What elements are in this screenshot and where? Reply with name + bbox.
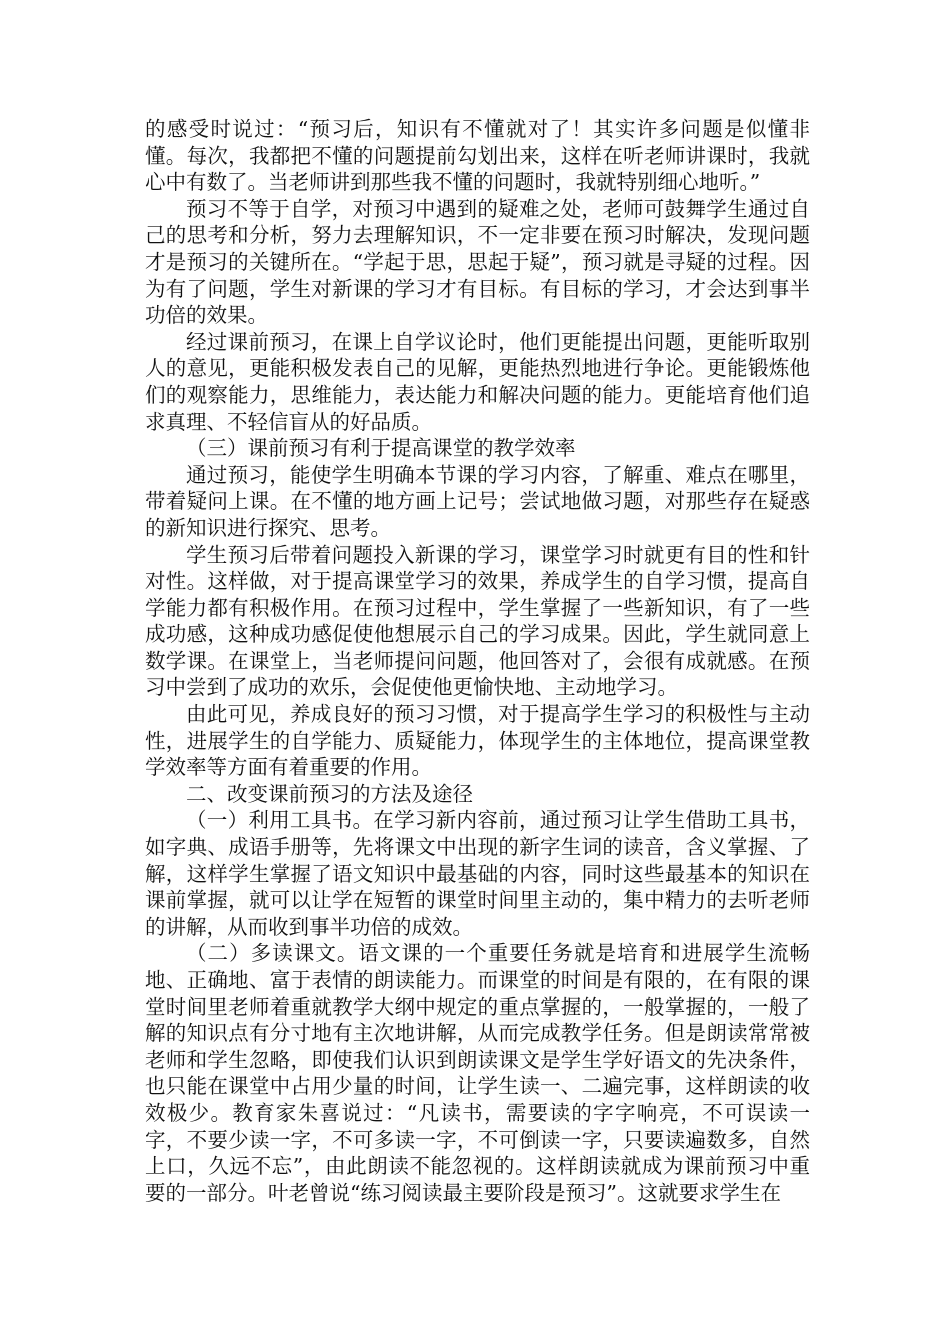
paragraph: 经过课前预习，在课上自学议论时，他们更能提出问题，更能听取别人的意见，更能积极发表自己的见解，更能热烈地进行争论。更能锻炼他们的观察能力，思维能力，表达能力和解决问题的能力。更能培育他们追求真理、不轻信盲从的好品质。 (145, 329, 810, 434)
paragraph: 通过预习，能使学生明确本节课的学习内容，了解重、难点在哪里，带着疑问上课。在不懂的地方画上记号；尝试地做习题，对那些存在疑惑的新知识进行探究、思考。 (145, 462, 810, 540)
paragraph-continuation: 的感受时说过：“预习后，知识有不懂就对了！其实许多问题是似懂非懂。每次，我都把不懂的问题提前勾划出来，这样在听老师讲课时，我就心中有数了。当老师讲到那些我不懂的问题时，我就特别细心地听。” (145, 117, 810, 195)
section-heading-2: 二、改变课前预习的方法及途径 (186, 781, 473, 806)
section-heading-3: （三）课前预习有利于提高课堂的教学效率 (186, 436, 576, 461)
paragraph: 学生预习后带着问题投入新课的学习，课堂学习时就更有目的性和针对性。这样做，对于提高课堂学习的效果，养成学生的自学习惯，提高自学能力都有积极作用。在预习过程中，学生掌握了一些新知识，有了一些成功感，这种成功感促使他想展示自己的学习成果。因此，学生就同意上数学课。在课堂上，当老师提问问题，他回答对了，会很有成就感。在预习中尝到了成功的欢乐，会促使他更愉快地、主动地学习。 (145, 542, 810, 700)
document-page (145, 116, 810, 1206)
paragraph: （二）多读课文。语文课的一个重要任务就是培育和进展学生流畅地、正确地、富于表情的朗读能力。而课堂的时间是有限的，在有限的课堂时间里老师着重就教学大纲中规定的重点掌握的，一般掌握的，一般了解的知识点有分寸地有主次地讲解，从而完成教学任务。但是朗读常常被老师和学生忽略，即使我们认识到朗读课文是学生学好语文的先决条件，也只能在课堂中占用少量的时间，让学生读一、二遍完事，这样朗读的收效极少。教育家朱喜说过：“凡读书，需要读的字字响亮，不可误读一字，不要少读一字，不可多读一字，不可倒读一字，只要读遍数多，自然上口，久远不忘”，由此朗读不能忽视的。这样朗读就成为课前预习中重要的一部分。叶老曾说“练习阅读最主要阶段是预习”。这就要求学生在 (145, 941, 810, 1205)
paragraph: （一）利用工具书。在学习新内容前，通过预习让学生借助工具书，如字典、成语手册等，先将课文中出现的新字生词的读音，含义掌握、了解，这样学生掌握了语文知识中最基础的内容，同时这些最基本的知识在课前掌握，就可以让学在短暂的课堂时间里主动的，集中精力的去听老师的讲解，从而收到事半功倍的成效。 (145, 808, 810, 939)
paragraph: 由此可见，养成良好的预习习惯，对于提高学生学习的积极性与主动性，进展学生的自学能力、质疑能力，体现学生的主体地位，提高课堂教学效率等方面有着重要的作用。 (145, 702, 810, 780)
paragraph: 预习不等于自学，对预习中遇到的疑难之处，老师可鼓舞学生通过自己的思考和分析，努力去理解知识，不一定非要在预习时解决，发现问题才是预习的关键所在。“学起于思，思起于疑”，预习就是寻疑的过程。因为有了问题，学生对新课的学习才有目标。有目标的学习，才会达到事半功倍的效果。 (145, 196, 810, 328)
